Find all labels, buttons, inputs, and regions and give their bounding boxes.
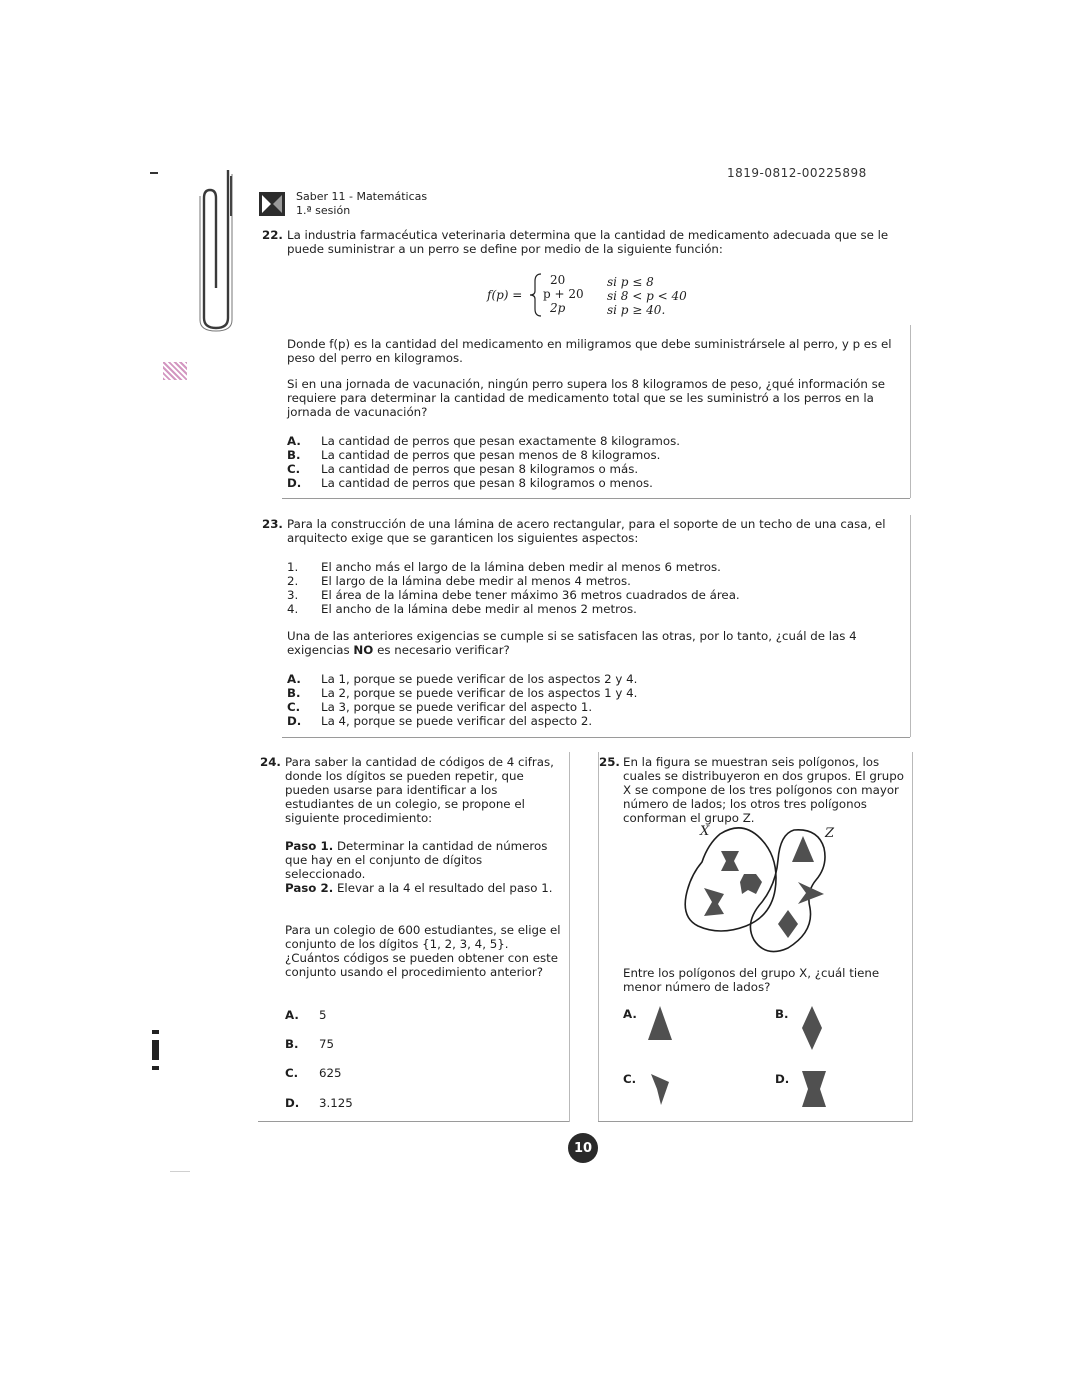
option-text: La cantidad de perros que pesan 8 kilogramos o menos. <box>321 476 653 490</box>
option-letter: C. <box>287 700 301 714</box>
header-session: 1.ª sesión <box>296 204 351 217</box>
q22-option-b[interactable] <box>287 448 660 462</box>
q23-question-part2: es necesario verificar? <box>373 643 510 657</box>
logo-icon <box>259 192 285 216</box>
q25-intro: En la figura se muestran seis polígonos, los cuales se distribuyeron en dos grupos. El grupo X se compone de los tres polígonos con mayor número de lados; los otros tres polígonos conforman el grupo Z. <box>623 755 904 825</box>
page-corner-mark <box>150 172 158 174</box>
q23-question-part1: Una de las anteriores exigencias se cumple si se satisfacen las otras, por lo tanto, ¿cuál de las 4 exigencias <box>287 629 857 657</box>
option-letter: D. <box>287 714 302 728</box>
q25-bottom-rule <box>598 1121 912 1122</box>
rhombus-icon <box>801 1005 823 1051</box>
q23-option-b[interactable] <box>287 686 637 700</box>
group-x-boundary <box>685 828 776 931</box>
option-letter: B. <box>775 1007 789 1021</box>
option-letter: B. <box>287 448 301 462</box>
option-text: La 2, porque se puede verificar de los aspectos 1 y 4. <box>321 686 638 700</box>
left-margin-rule <box>230 176 232 216</box>
column-divider-left <box>569 752 570 1122</box>
q25-polygon-figure <box>680 822 845 957</box>
option-text: La cantidad de perros que pesan 8 kilogramos o más. <box>321 462 639 476</box>
q22-right-rule <box>910 325 911 498</box>
aspect-text: El área de la lámina debe tener máximo 36 metros cuadrados de área. <box>321 588 740 602</box>
option-text: La 3, porque se puede verificar del aspecto 1. <box>321 700 593 714</box>
hourglass-hexagon-icon <box>801 1070 827 1108</box>
hexagon-arrow-shape <box>704 888 724 916</box>
option-letter: B. <box>287 686 301 700</box>
q24-option-b[interactable] <box>285 1037 334 1051</box>
option-text: 5 <box>319 1008 327 1022</box>
q22-divider <box>282 498 910 499</box>
q22-case-1-cond: si p ≤ 8 <box>607 275 654 289</box>
aspect-number: 2. <box>287 574 299 588</box>
option-letter: C. <box>287 462 301 476</box>
triangle-shape <box>792 836 814 862</box>
q24-intro: Para saber la cantidad de códigos de 4 cifras, donde los dígitos se pueden repetir, que pueden usarse para identificar a los estudiantes de un colegio, se propone el siguiente procedimiento: <box>285 755 554 825</box>
q23-question <box>287 629 907 657</box>
option-letter: A. <box>285 1008 299 1022</box>
option-text: 625 <box>319 1066 342 1080</box>
option-letter: C. <box>285 1066 299 1080</box>
margin-bar-mark <box>152 1030 159 1076</box>
q23-option-d[interactable] <box>287 714 592 728</box>
q24-step2-text: Elevar a la 4 el resultado del paso 1. <box>333 881 553 895</box>
q24-step1-label: Paso 1. <box>285 839 334 853</box>
aspect-text: El ancho más el largo de la lámina deben medir al menos 6 metros. <box>321 560 721 574</box>
q24-option-c[interactable] <box>285 1066 342 1080</box>
q23-number: 23. <box>262 517 283 531</box>
hourglass-shape <box>721 851 739 871</box>
q25-option-c[interactable] <box>623 1070 673 1108</box>
option-letter: C. <box>623 1072 637 1086</box>
q22-option-d[interactable] <box>287 476 653 490</box>
q25-label-z: Z <box>825 826 835 841</box>
option-text: La cantidad de perros que pesan menos de 8 kilogramos. <box>321 448 661 462</box>
q25-option-a[interactable] <box>623 1005 673 1045</box>
q22-explanation: Donde f(p) es la cantidad del medicamento en miligramos que debe suministrársele al perro, y p es el peso del perro en kilogramos. <box>287 337 892 365</box>
q23-right-rule <box>910 515 911 737</box>
concave-quadrilateral-icon <box>649 1072 671 1106</box>
column-divider-right <box>598 752 599 1122</box>
option-letter: D. <box>285 1096 300 1110</box>
option-text: La 4, porque se puede verificar del aspecto 2. <box>321 714 593 728</box>
option-letter: D. <box>287 476 302 490</box>
option-letter: A. <box>623 1007 637 1021</box>
q23-option-a[interactable] <box>287 672 637 686</box>
q22-case-1-expr: 20 <box>550 273 566 287</box>
rhombus-shape <box>778 910 798 938</box>
page-number-badge <box>568 1133 598 1163</box>
q24-option-d[interactable] <box>285 1096 353 1110</box>
q25-right-rule <box>912 752 913 1122</box>
option-text: 3.125 <box>319 1096 353 1110</box>
aspect-text: El largo de la lámina debe medir al menos 4 metros. <box>321 574 631 588</box>
option-letter: A. <box>287 434 301 448</box>
q22-case-2-cond: si 8 < p < 40 <box>607 289 687 303</box>
q25-number: 25. <box>599 755 620 769</box>
q22-case-2-expr: p + 20 <box>543 287 584 301</box>
q24-step1-text: Determinar la cantidad de números que hay en el conjunto de dígitos seleccionado. <box>285 839 548 881</box>
q23-aspect-4 <box>287 602 637 616</box>
margin-noise-mark <box>163 362 187 380</box>
page-number: 10 <box>573 1140 593 1156</box>
q24-question: Para un colegio de 600 estudiantes, se elige el conjunto de los dígitos {1, 2, 3, 4, 5}. ¿Cuántos códigos se pueden obtener con este conjunto usando el procedimiento anterior? <box>285 923 561 979</box>
q24-step2 <box>285 881 565 895</box>
triangle-icon <box>647 1005 673 1041</box>
q25-option-b[interactable] <box>775 1005 825 1053</box>
option-letter: D. <box>775 1072 790 1086</box>
arrow-shape <box>798 882 824 904</box>
option-letter: A. <box>287 672 301 686</box>
q24-step2-label: Paso 2. <box>285 881 334 895</box>
paperclip-icon <box>192 168 242 333</box>
q25-label-x: X <box>700 824 710 839</box>
q22-case-3-cond: si p ≥ 40. <box>607 303 666 317</box>
q25-question: Entre los polígonos del grupo X, ¿cuál tiene menor número de lados? <box>623 966 880 994</box>
q22-question: Si en una jornada de vacunación, ningún perro supera los 8 kilogramos de peso, ¿qué información se requiere para determinar la cantidad de medicamento total que se les suministró a los perros en la jornada de vacunación? <box>287 377 886 419</box>
option-text: 75 <box>319 1037 335 1051</box>
footer-faint-rule <box>170 1171 190 1172</box>
q22-number: 22. <box>262 228 283 242</box>
brace-icon <box>529 273 543 317</box>
q23-aspect-2 <box>287 574 631 588</box>
option-letter: B. <box>285 1037 299 1051</box>
q24-option-a[interactable] <box>285 1008 327 1022</box>
q25-option-d[interactable] <box>775 1070 831 1110</box>
q23-question-bold: NO <box>353 643 374 657</box>
q24-step1 <box>285 839 565 881</box>
aspect-number: 1. <box>287 560 299 574</box>
aspect-number: 3. <box>287 588 299 602</box>
option-text: La cantidad de perros que pesan exactamente 8 kilogramos. <box>321 434 681 448</box>
heptagon-shape <box>740 874 762 894</box>
q23-divider <box>282 737 910 738</box>
q22-case-3-expr: 2p <box>550 301 566 315</box>
header-title: Saber 11 - Matemáticas <box>296 190 428 203</box>
booklet-code: 1819-0812-00225898 <box>727 166 867 180</box>
q24-number: 24. <box>260 755 281 769</box>
q22-intro: La industria farmacéutica veterinaria determina que la cantidad de medicamento adecuada que se le puede suministrar a un perro se define por medio de la siguiente función: <box>287 228 889 256</box>
aspect-text: El ancho de la lámina debe medir al menos 2 metros. <box>321 602 637 616</box>
q22-option-a[interactable] <box>287 434 680 448</box>
q23-aspect-1 <box>287 560 721 574</box>
aspect-number: 4. <box>287 602 299 616</box>
q22-option-c[interactable] <box>287 462 638 476</box>
q23-aspect-3 <box>287 588 740 602</box>
option-text: La 1, porque se puede verificar de los aspectos 2 y 4. <box>321 672 638 686</box>
q24-bottom-rule <box>258 1121 569 1122</box>
q22-function-lhs: f(p) = <box>487 288 523 302</box>
q23-intro: Para la construcción de una lámina de acero rectangular, para el soporte de un techo de una casa, el arquitecto exige que se garanticen los siguientes aspectos: <box>287 517 886 545</box>
q23-option-c[interactable] <box>287 700 592 714</box>
